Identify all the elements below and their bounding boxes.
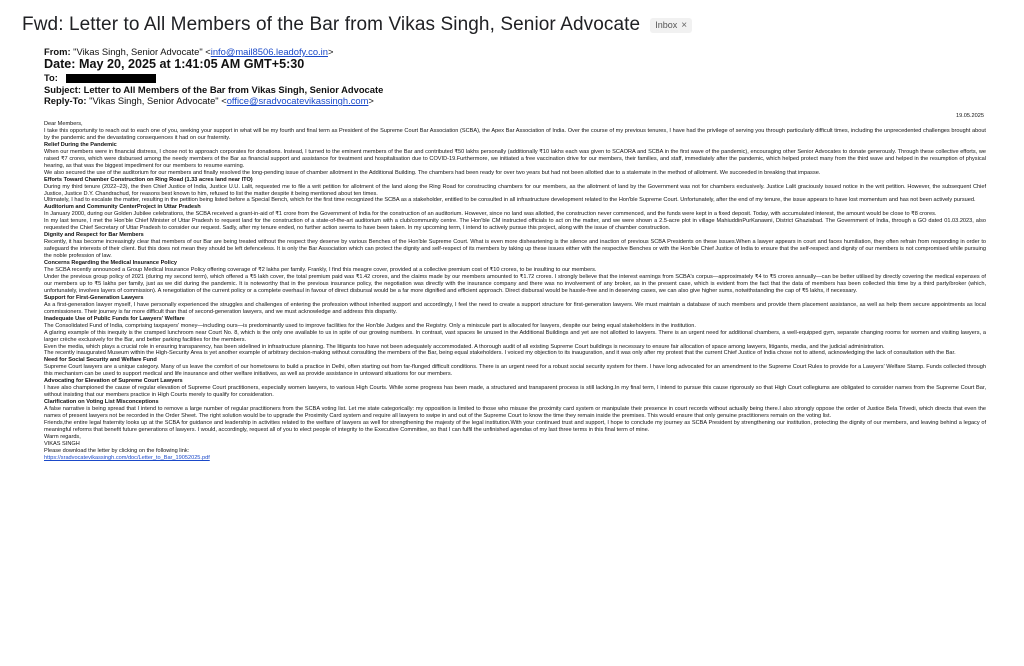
letter-signature: VIKAS SINGH [44,440,80,447]
email-subject-bar [22,12,1002,38]
inbox-label-chip[interactable] [650,18,692,33]
section-heading: Need for Social Security and Welfare Fund [44,357,157,364]
section-paragraph: The Consolidated Fund of India, comprising taxpayers' money—including ours—is predominantly used to improve facilities for the Hon'ble Judges and the Registry. Only a miniscule part is allocated for lawyers, despite our being equal stakeholders in the institution. [44,322,696,329]
to-row [44,72,383,83]
section-paragraph: As a first-generation lawyer myself, I have personally experienced the struggles and challenges of entering the profession without inherited support and accordingly, I feel the need to create a support structure for first-generation lawyers. We must maintain a database of such members and provide them placement assistance, as well as help them secure appointments as local commissioners. Their journey is far more difficult than that of second-generation lawyers, and we must acknowledge and address this disparity. [44,301,986,315]
reply-to-label: Reply-To: [44,95,87,107]
date-value: May 20, 2025 at 1:41:05 AM GMT+5:30 [79,57,305,72]
from-row [44,46,383,57]
from-name: "Vikas Singh, Senior Advocate" < [73,46,211,57]
section-heading: Concerns Regarding the Medical Insurance Policy [44,260,178,267]
letter-date: 19.05.2025 [956,113,984,119]
from-email-link[interactable]: info@mail8506.leadofy.co.in [210,46,328,57]
section-paragraph: When our members were in financial distress, I chose not to approach corporates for donations. Instead, I turned to the eminent members of the Bar and contributed ₹50 lakhs personally (additionally ₹10 lakhs each was given to SCAORA and SCBA in the first wave of the pandemic), encouraging other Senior Advocates to donate generously. Through these collective efforts, we raised ₹7 crores, which were disbursed among the needy members of the Bar as financial support and assistance for treatment and hospitalisation due to COVID-19.Furthermore, we initiated a free vaccination drive for our members, their families, and staff, immediately after the pandemic, which helped protect many from the third wave and helped in the resumption of physical hearing, as that was the biggest impediment for our members to resume earning. [44,148,986,169]
section-paragraph: I have also championed the cause of regular elevation of Supreme Court practitioners, especially women lawyers, to various High Courts. While some progress has been made, a structured and transparent process is still lacking.In my final term, I intend to pursue this cause rigorously so that High Court collegiums are obligated to consider names from the Supreme Court Bar, without insisting that our members practice in High Courts merely to qualify for consideration. [44,385,986,399]
reply-to-name: "Vikas Singh, Senior Advocate" < [89,95,227,107]
letter-sections [44,142,986,434]
subject-label: Subject: [44,83,81,95]
inbox-label-text: Inbox [655,20,678,30]
letter-signoff: Warm regards, [44,433,81,440]
redacted-recipient [66,74,156,83]
section-heading: Dignity and Respect for Bar Members [44,232,144,239]
section-heading: Auditorium and Community CenterProject in Uttar Pradesh [44,204,201,211]
reply-to-email-link[interactable]: office@sradvocatevikassingh.com [226,95,369,107]
letter-greeting: Dear Members, [44,121,83,127]
section-heading: Inadequate Use of Public Funds for Lawyers' Welfare [44,315,185,322]
from-label: From: [44,46,71,57]
section-paragraph: In January 2000, during our Golden Jubilee celebrations, the SCBA received a grant-in-aid of ₹1 crore from the Government of India for the construction of an auditorium. However, since no land was allotted, the construction never commenced, and the funds were kept in a fixed deposit. Today, with accumulated interest, the amount would be close to ₹8 crores. [44,211,937,218]
subject-row [44,84,383,95]
section-paragraph: Even the media, which plays a crucial role in ensuring transparency, has been sidelined in infrastructure planning. The litigants too have not been adequately accommodated. A thorough audit of all existing Supreme Court buildings is necessary to ensure fair allocation of space among lawyers, litigants, media, and the judicial administration. [44,343,885,350]
remove-label-icon[interactable]: × [681,19,688,31]
from-end: > [327,46,334,57]
letter-body [44,121,986,462]
section-paragraph: A false narrative is being spread that I intend to remove a large number of regular practitioners from the SCBA voting list. Let me state categorically: my opposition is limited to those who misuse the proximity card system or manipulate their presence in court records without actually being there.I also strongly oppose the order of Justice Bela Trivedi, which directs that even the names of present lawyers not be recorded in the Order Sheet. The right solution would be to upgrade the Proximity Card system and require all lawyers to swipe in and out of the Supreme Court to know the time they remain inside the premises. This would ensure that only genuine practitioners remain on the voting list. [44,406,986,420]
email-subject: Fwd: Letter to All Members of the Bar from Vikas Singh, Senior Advocate [22,14,641,35]
section-heading: Support for First-Generation Lawyers [44,294,144,301]
date-row [44,57,383,72]
section-paragraph: The SCBA recently announced a Group Medical Insurance Policy offering coverage of ₹2 lakhs per family. Frankly, I find this meagre cover, provided at a collective premium cost of ₹10 crores, to be insulting to our members. [44,267,597,274]
date-label: Date: [44,57,76,72]
section-paragraph: The recently inaugurated Museum within the High-Security Area is yet another example of arbitrary decision-making without consulting the members of the Bar, being equal stakeholders. I voiced my objection to its inauguration, and it was only after my protest that the current Chief Justice of India chose not to attend, acknowledging the lack of consultation with the Bar. [44,350,956,357]
section-paragraph: Recently, it has become increasingly clear that members of our Bar are being treated without the respect they deserve by various Benches of the Hon'ble Supreme Court. What is even more disheartening is the silence and inaction of previous SCBA Presidents on these issues.When a lawyer appears in court and faces humiliation, they often refrain from responding in order to safeguard the interests of their client. But this does not mean they should be left defenceless. It is only the Bar Association which can protect the dignity and self-respect of its members by taking up these issues either with the respective Benches or with the Hon'ble Chief Justice of India to ensure that the self-respect and dignity of our members is not compromised while pursuing the noble profession of law. [44,239,986,260]
section-paragraph: In my last tenure, I met the Hon'ble Chief Minister of Uttar Pradesh to request land for the construction of a state-of-the-art auditorium with a club/community centre. The Hon'ble CM instructed officials to act on the matter, and we were shown a 2.5-acre plot in village MahiuddinPurKanawni, District Ghaziabad. The Government of India, through a GO dated 01.03.2023, also requested the Chief Secretary of Uttar Pradesh to consider our request. Sadly, after my tenure ended, no further action seems to have been taken. In my upcoming term, I intend to actively pursue this project, along with the issue of chamber construction. [44,218,986,232]
reply-to-row [44,95,383,106]
download-text: Please download the letter by clicking on the following link: [44,447,190,454]
section-paragraph: We also secured the use of the auditorium for our members and finally resolved the long-pending issue of chamber allotment in the Additional Building. The chambers had been ready for over two years but had not been allotted due to a stalemate in the method of allotment. We succeeded in breaking that impasse. [44,169,821,176]
section-paragraph: During my third tenure (2022–23), the then Chief Justice of India, Justice U.U. Lalit, requested me to file a writ petition for allotment of the land along the Ring Road for constructing chambers for our members, as the allotment of land by the Government was not for chambers exclusively. Justice Lalit graciously issued notice in the writ petition. However, the subsequent Chief Justice, Justice D.Y. Chandrachud, for reasons best known to him, refused to list the matter despite it being mentioned about ten times. [44,183,986,197]
section-paragraph: Ultimately, I had to escalate the matter, resulting in the petition being listed before a Special Bench, which for the first time recognized the SCBA as a stakeholder, entitled to be consulted in all infrastructure development related to the Hon'ble Supreme Court. Unfortunately, after the end of my tenure, the issue appears to have lost momentum and has not been actively pursued. [44,197,976,204]
section-paragraph: Supreme Court lawyers are a unique category. Many of us leave the comfort of our hometowns to build a practice in Delhi, often starting out from far-flunged difficult conditions. There is an urgent need for a robust social security system for them. I have long advocated for an amendment to the Supreme Court Rules to provide for a Lawyers' Welfare Stamp. Funds collected through this mechanism can be used to support medical and life insurance and other welfare initiatives, as well as provide assistance in untoward situations for our members. [44,364,986,378]
section-paragraph: Under the previous group policy of 2021 (during my second term), which offered a ₹5 lakh cover, the total premium paid was ₹1.42 crores, and the claims made by our members amounted to ₹1.72 crores. I strongly believe that the interest earnings from SCBA's corpus—approximately ₹4 to ₹5 crores annually—can be better utilised by directly covering the medical expenses of our members up to ₹5 lakhs per family, just as we did during the pandemic. It is noteworthy that in the previous insurance policy, the negotiation was directly with the insurance company and there was no involvement of any broker, as in the present case, which is evident from the fact that the data of members has been collected this time by a third party/broker (which, unfortunately, involves layers of commission). A renegotiation of the current policy or a complete overhaul in favour of direct disbursal would be a far more dignified and efficient approach. Direct disbursal would be hassle-free and in deserving cases, we can also give higher sums, notwithstanding the cap of ₹5 lakhs, if necessary. [44,273,986,294]
forwarded-headers [44,46,383,107]
subject-value: Letter to All Members of the Bar from Vikas Singh, Senior Advocate [83,83,384,95]
section-heading: Clarification on Voting List Misconceptions [44,399,159,406]
section-heading: Efforts Toward Chamber Construction on Ring Road (1.33 acres land near ITO) [44,176,253,183]
section-heading: Advocating for Elevation of Supreme Court Lawyers [44,378,183,385]
to-label: To: [44,72,58,84]
section-heading: Relief During the Pandemic [44,141,117,148]
section-paragraph: A glaring example of this inequity is the cramped lunchroom near Court No. 8, which is the only one available to us in spite of our growing numbers. In contrast, vast spaces lie unused in the Additional Buildings and yet are not allotted to lawyers. There is an urgent need for additional chambers, a well-equipped gym, separate changing rooms for women and visiting lawyers, a larger crèche exclusively for the Bar, and better parking facilities for the members. [44,329,986,343]
reply-to-end: > [368,95,374,107]
section-paragraph: Friends,the entire legal fraternity looks up at the SCBA for guidance and leadership in activities related to the welfare of lawyers as well for strengthening the majesty of the legal institution.With your continued trust and support, I hope to conclude my journey as SCBA President by strengthening our institution, protecting the dignity of our members, and leaving behind a legacy of meaningful reforms that benefit future generations of lawyers. I would, accordingly, request all of you to elect people of integrity to the Executive Committee, so that I can fulfil the unfinished agendas of my last three terms in this final term of mine. [44,419,986,433]
download-letter-link[interactable]: https://sradvocatevikassingh.com/doc/Letter_to_Bar_19052025.pdf [44,454,210,461]
letter-intro: I take this opportunity to reach out to each one of you, seeking your support in what will be my fourth and final term as President of the Supreme Court Bar Association (SCBA), the Apex Bar Association of India. Over the course of my previous tenures, I have had the privilege of serving you through particularly difficult times, including the unprecedented challenges brought about by the pandemic and the devastating consequences it had on our fraternity. [44,127,986,141]
